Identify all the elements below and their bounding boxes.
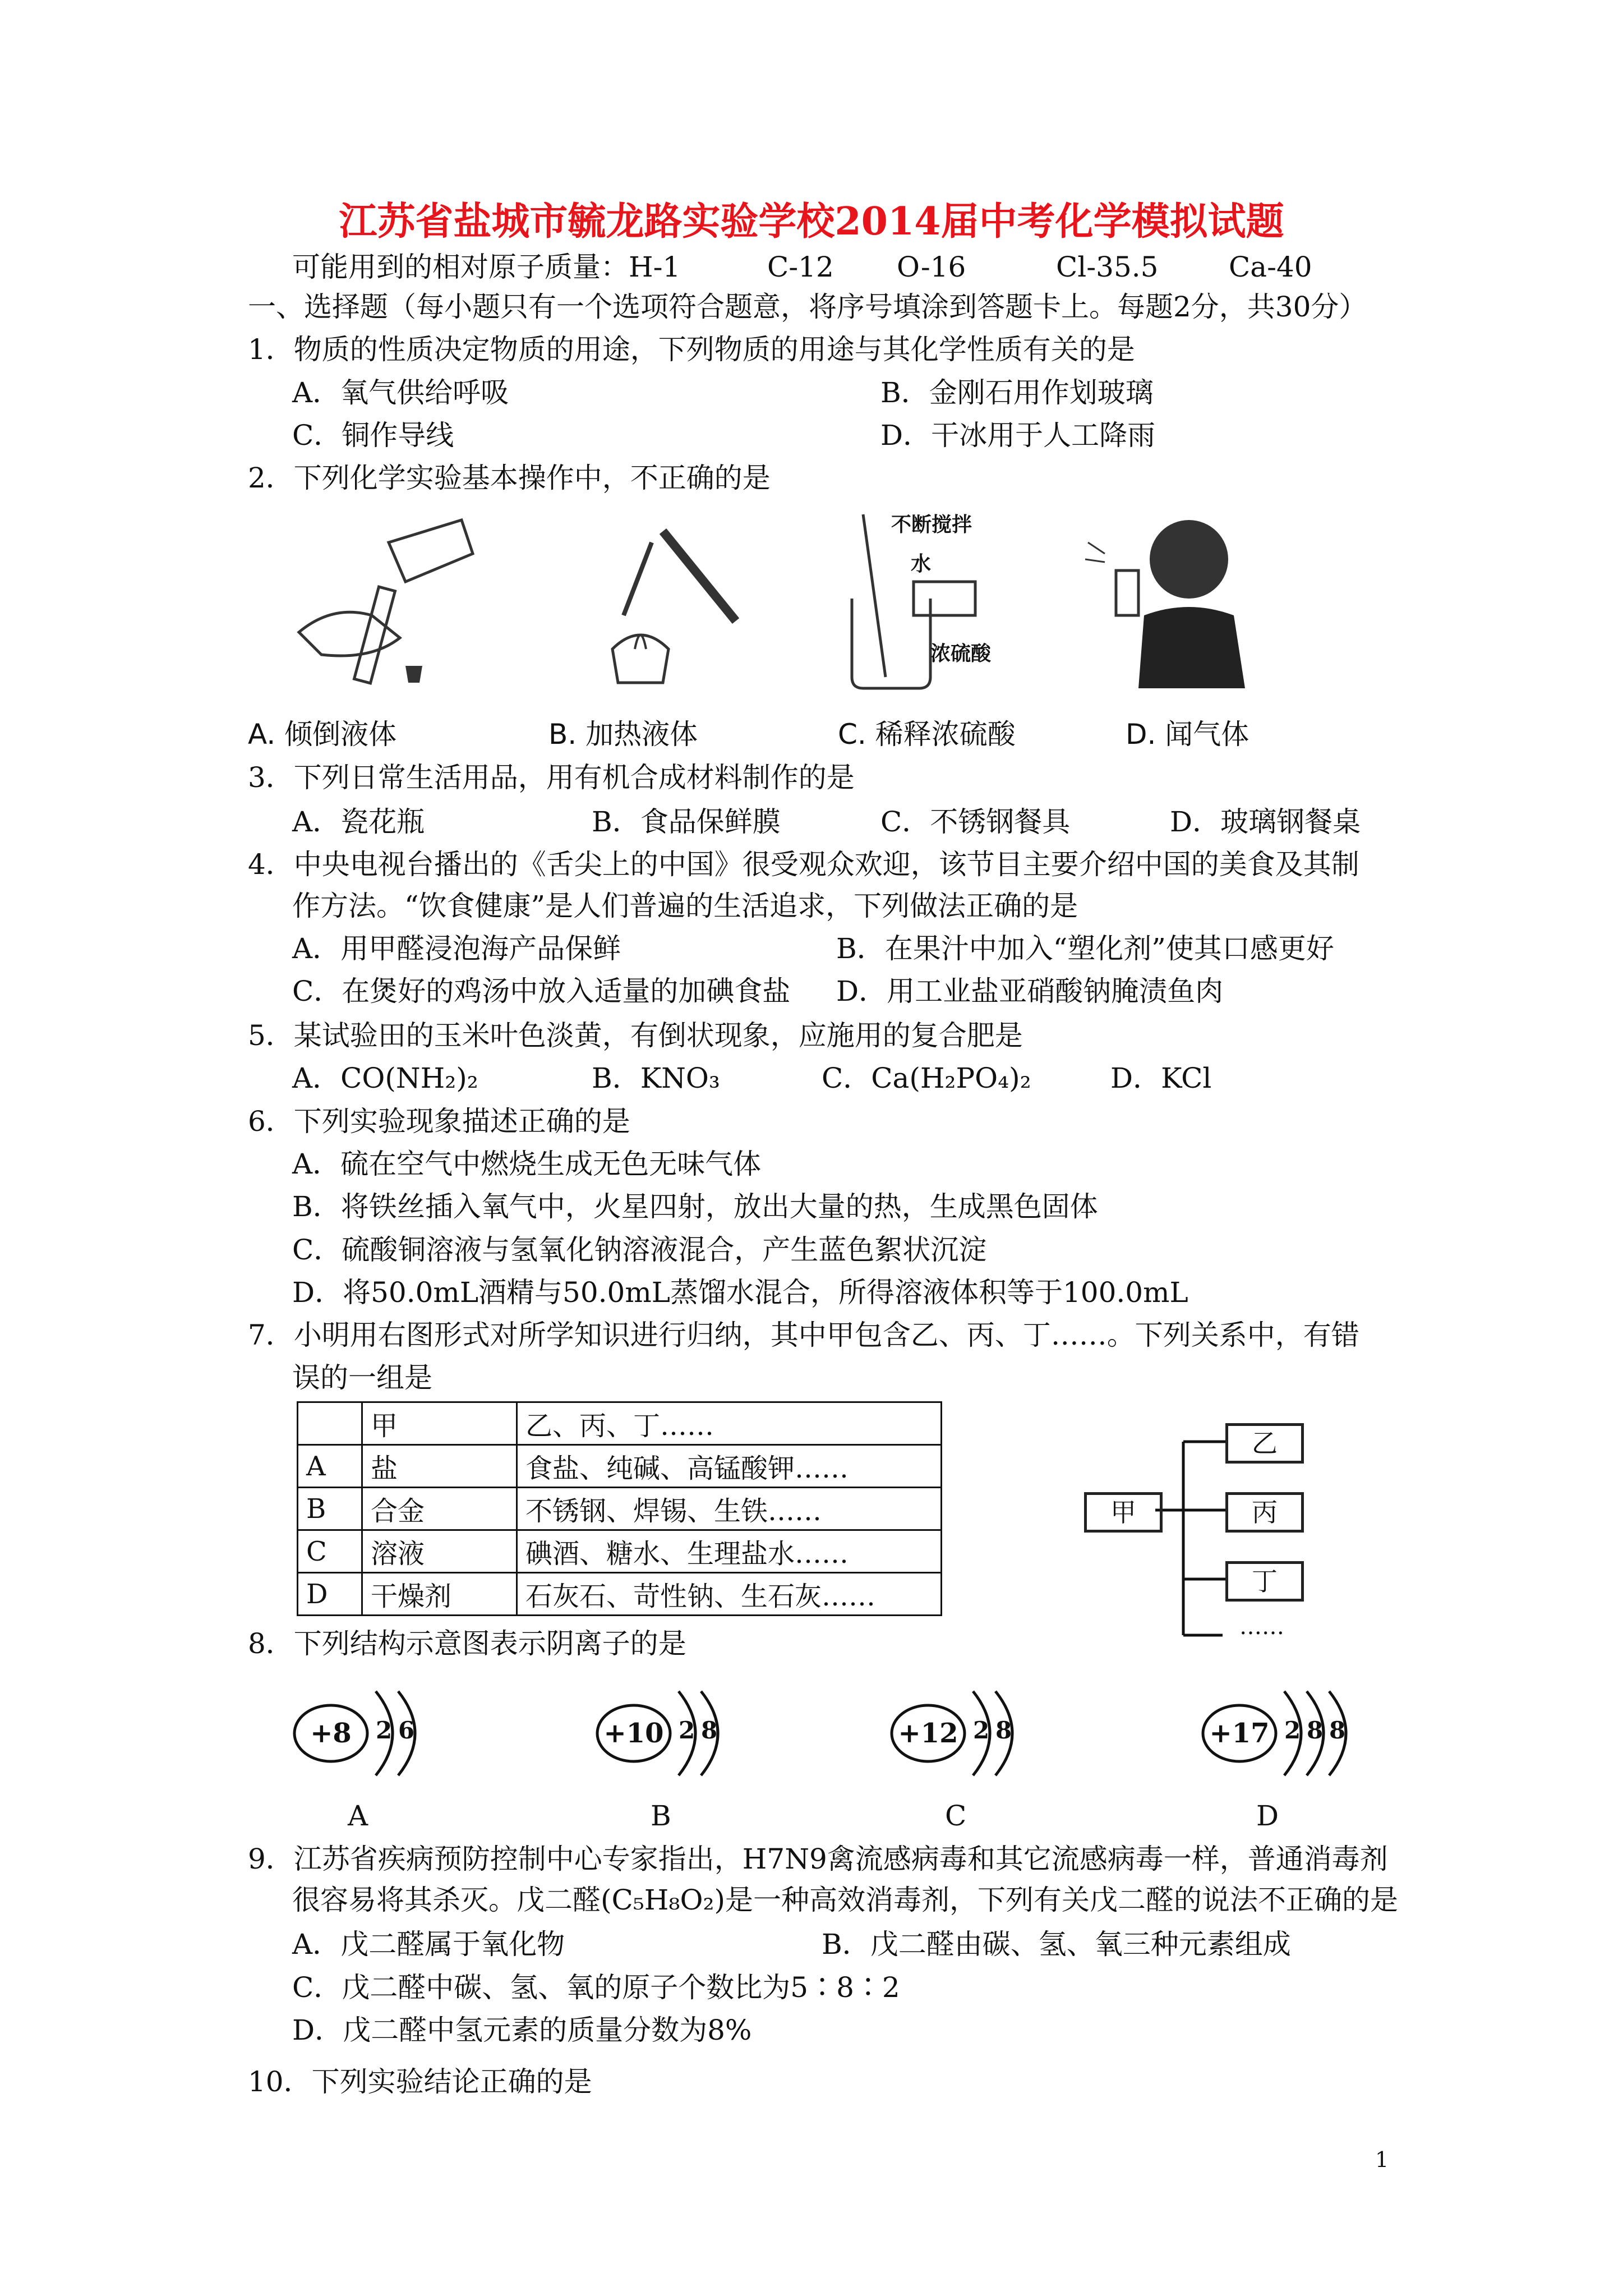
q4-stem: 4．中央电视台播出的《舌尖上的中国》很受观众欢迎，该节目主要介绍中国的美食及其制 — [248, 848, 1359, 881]
table-cell: 碘酒、糖水、生理盐水…… — [517, 1530, 942, 1573]
shell-electron-count: 2 — [973, 1717, 990, 1744]
diagram-child-box: 丙 — [1225, 1492, 1304, 1533]
nucleus-charge: +12 — [898, 1718, 958, 1749]
atom-structure-diagram — [589, 1677, 768, 1789]
mass-c: C-12 — [767, 251, 834, 283]
q1-option-a: A．氧气供给呼吸 — [292, 376, 509, 409]
q4-stem-cont: 作方法。“饮食健康”是人们普遍的生活追求，下列做法正确的是 — [292, 890, 1078, 922]
atom-option-label: C — [945, 1800, 967, 1832]
mass-cl: Cl-35.5 — [1056, 251, 1159, 283]
q8-stem: 8．下列结构示意图表示阴离子的是 — [248, 1627, 686, 1660]
mass-o: O-16 — [897, 251, 966, 283]
shell-electron-count: 6 — [398, 1717, 415, 1744]
q6-stem: 6．下列实验现象描述正确的是 — [248, 1105, 630, 1138]
atom-structure-diagram — [883, 1677, 1063, 1789]
table-cell — [298, 1402, 362, 1445]
smelling-gas-illustration — [1077, 509, 1262, 694]
table-cell: 溶液 — [362, 1530, 517, 1573]
diagram-root-box: 甲 — [1084, 1492, 1163, 1533]
table-row — [298, 1402, 942, 1445]
diluting-acid-illustration — [841, 509, 1026, 694]
table-cell: 盐 — [362, 1445, 517, 1488]
q5-option-a: A．CO(NH₂)₂ — [292, 1062, 478, 1094]
q5-option-d: D．KCl — [1110, 1062, 1212, 1094]
q2-stem: 2．下列化学实验基本操作中，不正确的是 — [248, 462, 771, 494]
mass-ca: Ca-40 — [1229, 251, 1312, 283]
diagram-child-box: 丁 — [1225, 1561, 1304, 1602]
diagram-more: …… — [1239, 1614, 1284, 1640]
q9-option-a: A．戊二醛属于氧化物 — [292, 1928, 565, 1961]
q7-stem: 7．小明用右图形式对所学知识进行归纳，其中甲包含乙、丙、丁……。下列关系中，有错 — [248, 1319, 1359, 1351]
q4-option-c: C．在煲好的鸡汤中放入适量的加碘食盐 — [292, 975, 791, 1007]
q5-option-b: B．KNO₃ — [592, 1062, 720, 1094]
page-title: 江苏省盐城市毓龙路实验学校2014届中考化学模拟试题 — [339, 199, 1284, 244]
q5-option-c: C．Ca(H₂PO₄)₂ — [822, 1062, 1031, 1094]
nucleus-charge: +17 — [1209, 1718, 1270, 1749]
q1-option-d: D．干冰用于人工降雨 — [880, 419, 1156, 452]
shell-electron-count: 2 — [1284, 1717, 1301, 1744]
q6-option-d: D．将50.0mL酒精与50.0mL蒸馏水混合，所得溶液体积等于100.0mL — [292, 1276, 1188, 1309]
q4-option-d: D．用工业盐亚硝酸钠腌渍鱼肉 — [836, 975, 1224, 1007]
table-cell: D — [298, 1573, 362, 1616]
table-cell: A — [298, 1445, 362, 1488]
pouring-liquid-illustration — [288, 509, 490, 694]
atomic-mass-label: 可能用到的相对原子质量：H-1 — [292, 251, 681, 283]
q10-stem: 10．下列实验结论正确的是 — [248, 2065, 592, 2098]
diagram-child-box: 乙 — [1225, 1423, 1304, 1464]
table-row — [298, 1530, 942, 1573]
q5-stem: 5．某试验田的玉米叶色淡黄，有倒状现象，应施用的复合肥是 — [248, 1019, 1023, 1052]
q4-option-b: B．在果汁中加入“塑化剂”使其口感更好 — [836, 932, 1334, 965]
q3-option-d: D．玻璃钢餐桌 — [1170, 806, 1361, 838]
table-cell: 不锈钢、焊锡、生铁…… — [517, 1488, 942, 1530]
q1-stem: 1．物质的性质决定物质的用途，下列物质的用途与其化学性质有关的是 — [248, 333, 1135, 366]
q6-option-c: C．硫酸铜溶液与氢氧化钠溶液混合，产生蓝色絮状沉淀 — [292, 1234, 987, 1266]
table-cell: B — [298, 1488, 362, 1530]
q3-option-a: A．瓷花瓶 — [292, 806, 425, 838]
atom-option-label: B — [651, 1800, 671, 1832]
atom-structure-diagram — [1195, 1677, 1374, 1789]
table-cell: 乙、丙、丁…… — [517, 1402, 942, 1445]
table-cell: 食盐、纯碱、高锰酸钾…… — [517, 1445, 942, 1488]
shell-electron-count: 2 — [679, 1717, 695, 1744]
q2-option-b: B. 加热液体 — [548, 718, 698, 751]
heating-liquid-illustration — [590, 509, 747, 694]
q4-option-a: A．用甲醛浸泡海产品保鲜 — [292, 932, 621, 965]
shell-electron-count: 2 — [376, 1717, 393, 1744]
table-cell: 干燥剂 — [362, 1573, 517, 1616]
q3-stem: 3．下列日常生活用品，用有机合成材料制作的是 — [248, 761, 855, 794]
q6-option-b: B．将铁丝插入氧气中，火星四射，放出大量的热，生成黑色固体 — [292, 1190, 1098, 1223]
q9-option-c: C．戊二醛中碳、氢、氧的原子个数比为5∶8∶2 — [292, 1971, 900, 2004]
shell-electron-count: 8 — [1307, 1717, 1324, 1744]
table-cell: C — [298, 1530, 362, 1573]
acid-label: 浓硫酸 — [930, 642, 992, 665]
q2-option-d: D. 闻气体 — [1126, 718, 1249, 751]
atom-option-label: D — [1256, 1800, 1279, 1832]
table-cell: 合金 — [362, 1488, 517, 1530]
shell-electron-count: 8 — [701, 1717, 718, 1744]
q2-option-a: A. 倾倒液体 — [248, 718, 397, 751]
q3-option-c: C．不锈钢餐具 — [880, 806, 1071, 838]
shell-electron-count: 8 — [995, 1717, 1012, 1744]
stir-label: 不断搅拌 — [891, 513, 972, 536]
q7-stem-cont: 误的一组是 — [292, 1361, 432, 1394]
q6-option-a: A．硫在空气中燃烧生成无色无味气体 — [292, 1148, 762, 1180]
q9-option-d: D．戊二醛中氢元素的质量分数为8% — [292, 2014, 752, 2046]
q9-stem: 9．江苏省疾病预防控制中心专家指出，H7N9禽流感病毒和其它流感病毒一样，普通消毒剂 — [248, 1843, 1388, 1875]
table-row — [298, 1445, 942, 1488]
atom-option-label: A — [348, 1800, 368, 1832]
table-cell: 石灰石、苛性钠、生石灰…… — [517, 1573, 942, 1616]
q9-option-b: B．戊二醛由碳、氢、氧三种元素组成 — [822, 1928, 1291, 1961]
nucleus-charge: +10 — [603, 1718, 664, 1749]
shell-electron-count: 8 — [1329, 1717, 1346, 1744]
atom-structure-diagram — [286, 1677, 465, 1789]
q1-option-c: C．铜作导线 — [292, 419, 454, 452]
table-cell: 甲 — [362, 1402, 517, 1445]
water-label: 水 — [911, 552, 932, 576]
q7-table — [297, 1401, 942, 1616]
q3-option-b: B．食品保鲜膜 — [592, 806, 781, 838]
nucleus-charge: +8 — [310, 1718, 352, 1749]
table-row — [298, 1488, 942, 1530]
q1-option-b: B．金刚石用作划玻璃 — [880, 376, 1154, 409]
table-row — [298, 1573, 942, 1616]
page-number: 1 — [1375, 2147, 1389, 2172]
q9-stem-cont: 很容易将其杀灭。戊二醛(C₅H₈O₂)是一种高效消毒剂，下列有关戊二醛的说法不正确的是 — [292, 1884, 1398, 1916]
section-heading: 一、选择题（每小题只有一个选项符合题意，将序号填涂到答题卡上。每题2分，共30分） — [248, 291, 1367, 323]
q2-option-c: C. 稀释浓硫酸 — [838, 718, 1016, 751]
